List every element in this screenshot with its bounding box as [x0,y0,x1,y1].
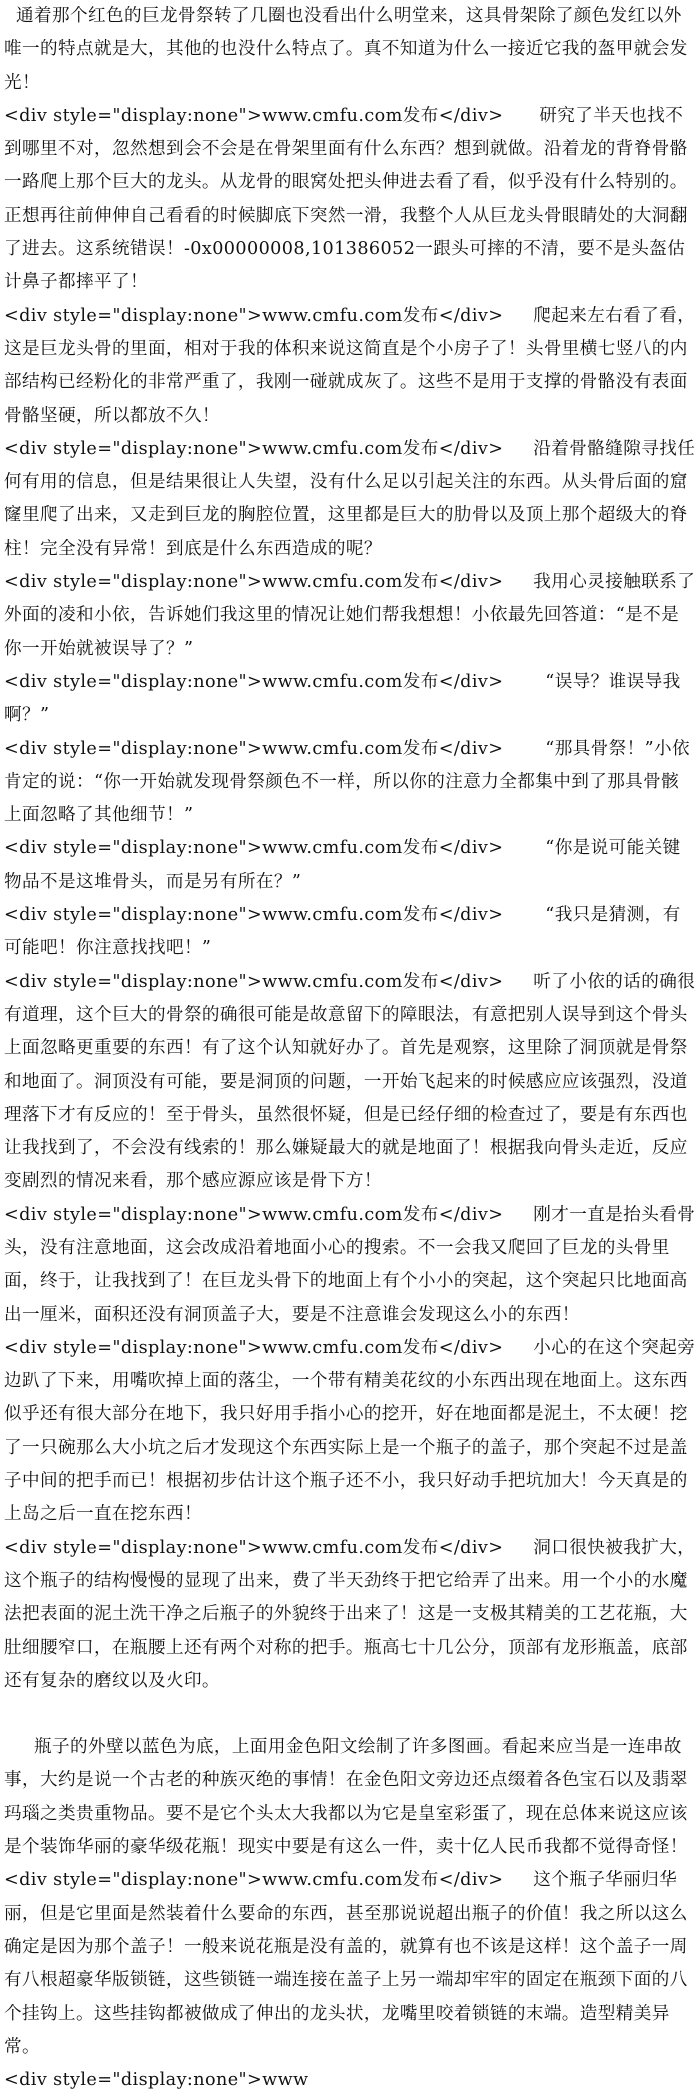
paragraph: <div style="display:none">www.cmfu.com发布</div> 我用心灵接触联系了外面的凌和小依，告诉她们我这里的情况让她们帮我想想！小依最先回答道：“是不是你一开始就被误导了？” [4,572,696,659]
paragraph: <div style="display:none">www.cmfu.com发布</div> “误导？谁误导我啊？” [4,671,681,726]
document-body [4,0,696,2097]
paragraph: <div style="display:none">www [4,2070,309,2091]
paragraph: <div style="display:none">www.cmfu.com发布</div> 研究了半天也找不到哪里不对，忽然想到会不会是在骨架里面有什么东西？想到就做。沿着龙的背脊骨骼一路爬上那个巨大的龙头。从龙骨的眼窝处把头伸进去看了看，似乎没有什么特别的。正想再往前伸伸自己看看的时候脚底下突然一滑，我整个人从巨龙头骨眼睛处的大洞翻了进去。这系统错误！-0x00000008,101386052一跟头可摔的不清，要不是头盔估计鼻子都摔平了！ [4,105,688,293]
paragraph: <div style="display:none">www.cmfu.com发布</div> 刚才一直是抬头看骨头，没有注意地面，这会改成沿着地面小心的搜索。不一会我又爬回了巨龙的头骨里面，终于，让我找到了！在巨龙头骨下的地面上有个小小的突起，这个突起只比地面高出一厘米，面积还没有洞顶盖子大，要是不注意谁会发现这么小的东西！ [4,1204,696,1325]
paragraph: <div style="display:none">www.cmfu.com发布</div> “我只是猜测，有可能吧！你注意找找吧！” [4,905,681,959]
paragraph: 通着那个红色的巨龙骨祭转了几圈也没看出什么明堂来，这具骨架除了颜色发红以外唯一的特点就是大，其他的也没什么特点了。真不知道为什么一接近它我的盔甲就会发光！ [4,6,688,93]
paragraph: <div style="display:none">www.cmfu.com发布</div> 听了小依的话的确很有道理，这个巨大的骨祭的确很可能是故意留下的障眼法，有意把别人误导到这个骨头上面忽略更重要的东西！有了这个认知就好办了。首先是观察，这里除了洞顶就是骨祭和地面了。洞顶没有可能，要是洞顶的问题，一开始飞起来的时候感应应该强烈，没道理落下才有反应的！至于骨头，虽然很怀疑，但是已经仔细的检查过了，要是有东西也让我找到了，不会没有线索的！那么嫌疑最大的就是地面了！根据我向骨头走近，反应变剧烈的情况来看，那个感应源应该是骨下方！ [4,971,696,1192]
paragraph: <div style="display:none">www.cmfu.com发布</div> “那具骨祭！”小依肯定的说：“你一开始就发现骨祭颜色不一样，所以你的注意力全都集中到了那具骨骸上面忽略了其他细节！” [4,738,691,826]
paragraph: <div style="display:none">www.cmfu.com发布</div> 这个瓶子华丽归华丽，但是它里面是然装着什么要命的东西，甚至那说说超出瓶子的价值！我之所以这么确定是因为那个盖子！一般来说花瓶是没有盖的，就算有也不该是这样！这个盖子一周有八根超豪华版锁链，这些锁链一端连接在盖子上另一端却牢牢的固定在瓶颈下面的八个挂钩上。这些挂钩都被做成了伸出的龙头状，龙嘴里咬着锁链的末端。造型精美异常。 [4,1870,688,2057]
paragraph: 瓶子的外壁以蓝色为底，上面用金色阳文绘制了许多图画。看起来应当是一连串故事，大约是说一个古老的种族灭绝的事情！在金色阳文旁边还点缀着各色宝石以及翡翠玛瑙之类贵重物品。要不是它个头太大我都以为它是皇室彩蛋了，现在总体来说这应该是个装饰华丽的豪华级花瓶！现实中要是有这么一件，卖十亿人民币我都不觉得奇怪！ [4,1737,688,1858]
paragraph: <div style="display:none">www.cmfu.com发布</div> “你是说可能关键物品不是这堆骨头，而是另有所在？” [4,838,681,892]
paragraph: <div style="display:none">www.cmfu.com发布</div> 沿着骨骼缝隙寻找任何有用的信息，但是结果很让人失望，没有什么足以引起关注的东西。从头骨后面的窟窿里爬了出来，又走到巨龙的胸腔位置，这里都是巨大的肋骨以及顶上那个超级大的脊柱！完全没有异常！到底是什么东西造成的呢？ [4,438,696,559]
paragraph: <div style="display:none">www.cmfu.com发布</div> 小心的在这个突起旁边趴了下来，用嘴吹掉上面的落尘，一个带有精美花纹的小东西出现在地面上。这东西似乎还有很大部分在地下，我只好用手指小心的挖开，好在地面都是泥土，不太硬！挖了一只碗那么大小坑之后才发现这个东西实际上是一个瓶子的盖子，那个突起不过是盖子中间的把手而已！根据初步估计这个瓶子还不小，我只好动手把坑加大！今天真是的上岛之后一直在挖东西！ [4,1337,696,1525]
paragraph: <div style="display:none">www.cmfu.com发布</div> 洞口很快被我扩大，这个瓶子的结构慢慢的显现了出来，费了半天劲终于把它给弄了出来。用一个小的水魔法把表面的泥土洗干净之后瓶子的外貌终于出来了！这是一支极其精美的工艺花瓶，大肚细腰窄口，在瓶腰上还有两个对称的把手。瓶高七十几公分，顶部有龙形瓶盖，底部还有复杂的磨纹以及火印。 [4,1537,696,1691]
paragraph: <div style="display:none">www.cmfu.com发布</div> 爬起来左右看了看，这是巨龙头骨的里面，相对于我的体积来说这简直是个小房子了！头骨里横七竖八的内部结构已经粉化的非常严重了，我刚一碰就成灰了。这些不是用于支撑的骨骼没有表面骨骼坚硬，所以都放不久！ [4,305,696,426]
